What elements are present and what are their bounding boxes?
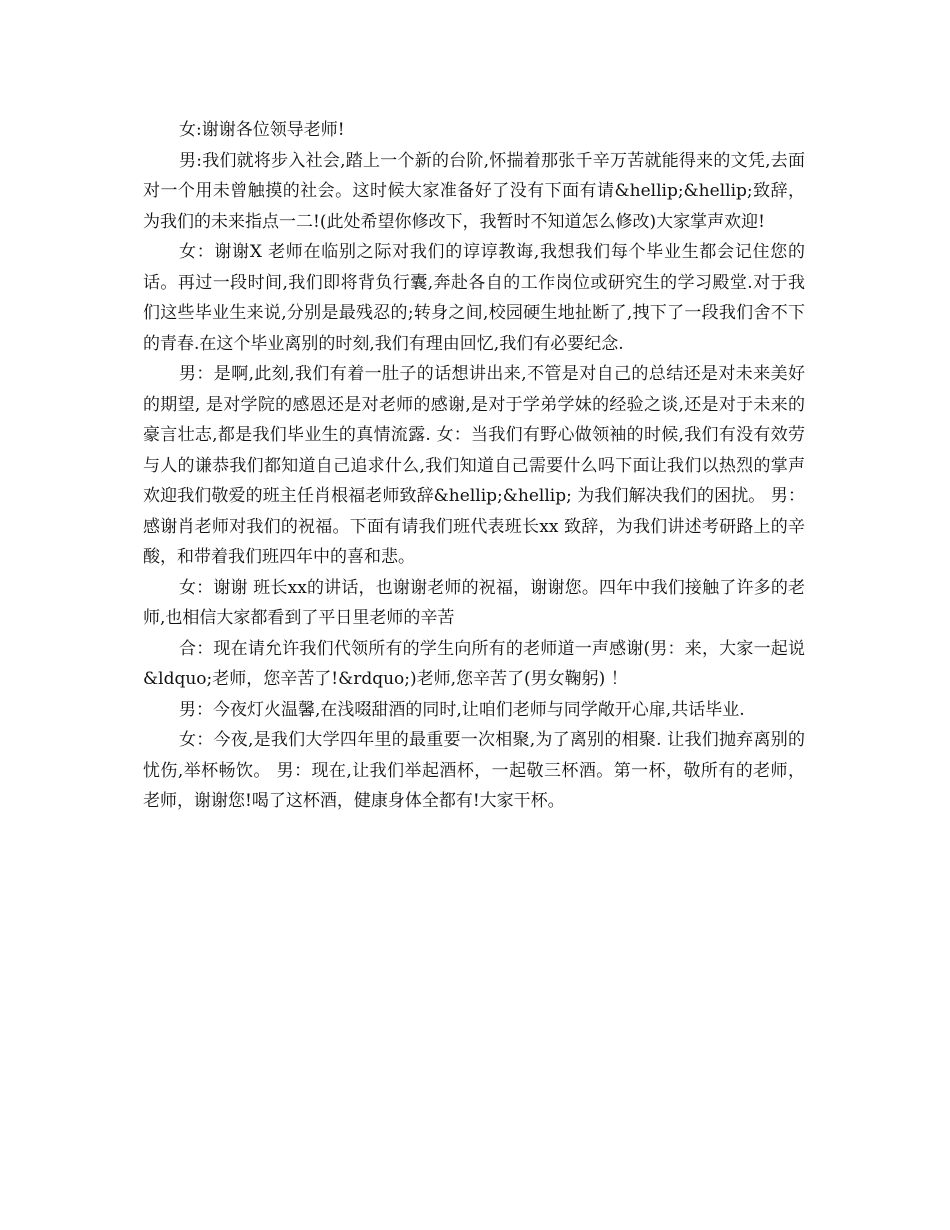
document-body xyxy=(143,115,805,817)
paragraph-7: 男：今夜灯火温馨,在浅啜甜酒的同时,让咱们老师与同学敞开心扉,共话毕业. xyxy=(179,699,745,720)
paragraph-8: 女：今夜,是我们大学四年里的最重要一次相聚,为了离别的相聚. 让我们抛弃离别的忧伤,举杯畅饮。 男：现在,让我们举起酒杯，一起敬三杯酒。第一杯，敬所有的老师，老师，谢谢您!喝了这杯酒，健康身体全都有!大家干杯。 xyxy=(143,730,805,811)
paragraph-5: 女：谢谢 班长xx的讲话，也谢谢老师的祝福，谢谢您。四年中我们接触了许多的老师,也相信大家都看到了平日里老师的辛苦 xyxy=(143,577,805,628)
paragraph-6: 合：现在请允许我们代领所有的学生向所有的老师道一声感谢(男：来，大家一起说&ldquo;老师，您辛苦了!&rdquo;)老师,您辛苦了(男女鞠躬) ！ xyxy=(143,638,805,689)
paragraph-2: 男:我们就将步入社会,踏上一个新的台阶,怀揣着那张千辛万苦就能得来的文凭,去面对一个用未曾触摸的社会。这时候大家准备好了没有下面有请&hellip;&hellip;致辞，为我们的未来指点一二!(此处希望你修改下，我暂时不知道怎么修改)大家掌声欢迎! xyxy=(143,150,805,232)
paragraph-1: 女:谢谢各位领导老师! xyxy=(179,120,345,140)
paragraph-3: 女：谢谢X 老师在临别之际对我们的谆谆教诲,我想我们每个毕业生都会记住您的话。再过一段时间,我们即将背负行囊,奔赴各自的工作岗位或研究生的学习殿堂.对于我们这些毕业生来说,分别是最残忍的;转身之间,校园硬生地扯断了,拽下了一段我们舍不下的青春.在这个毕业离别的时刻,我们有理由回忆,我们有必要纪念. xyxy=(143,242,805,354)
paragraph-4: 男：是啊,此刻,我们有着一肚子的话想讲出来,不管是对自己的总结还是对未来美好的期望, 是对学院的感恩还是对老师的感谢,是对于学弟学妹的经验之谈,还是对于未来的豪言壮志,都是我们毕业生的真情流露. 女：当我们有野心做领袖的时候,我们有没有效劳与人的谦恭我们都知道自己追求什么,我们知道自己需要什么吗下面让我们以热烈的掌声欢迎我们敬爱的班主任肖根福老师致辞&hellip;&hellip; 为我们解决我们的困扰。 男：感谢肖老师对我们的祝福。下面有请我们班代表班长xx 致辞，为我们讲述考研路上的辛酸，和带着我们班四年中的喜和悲。 xyxy=(143,364,805,567)
